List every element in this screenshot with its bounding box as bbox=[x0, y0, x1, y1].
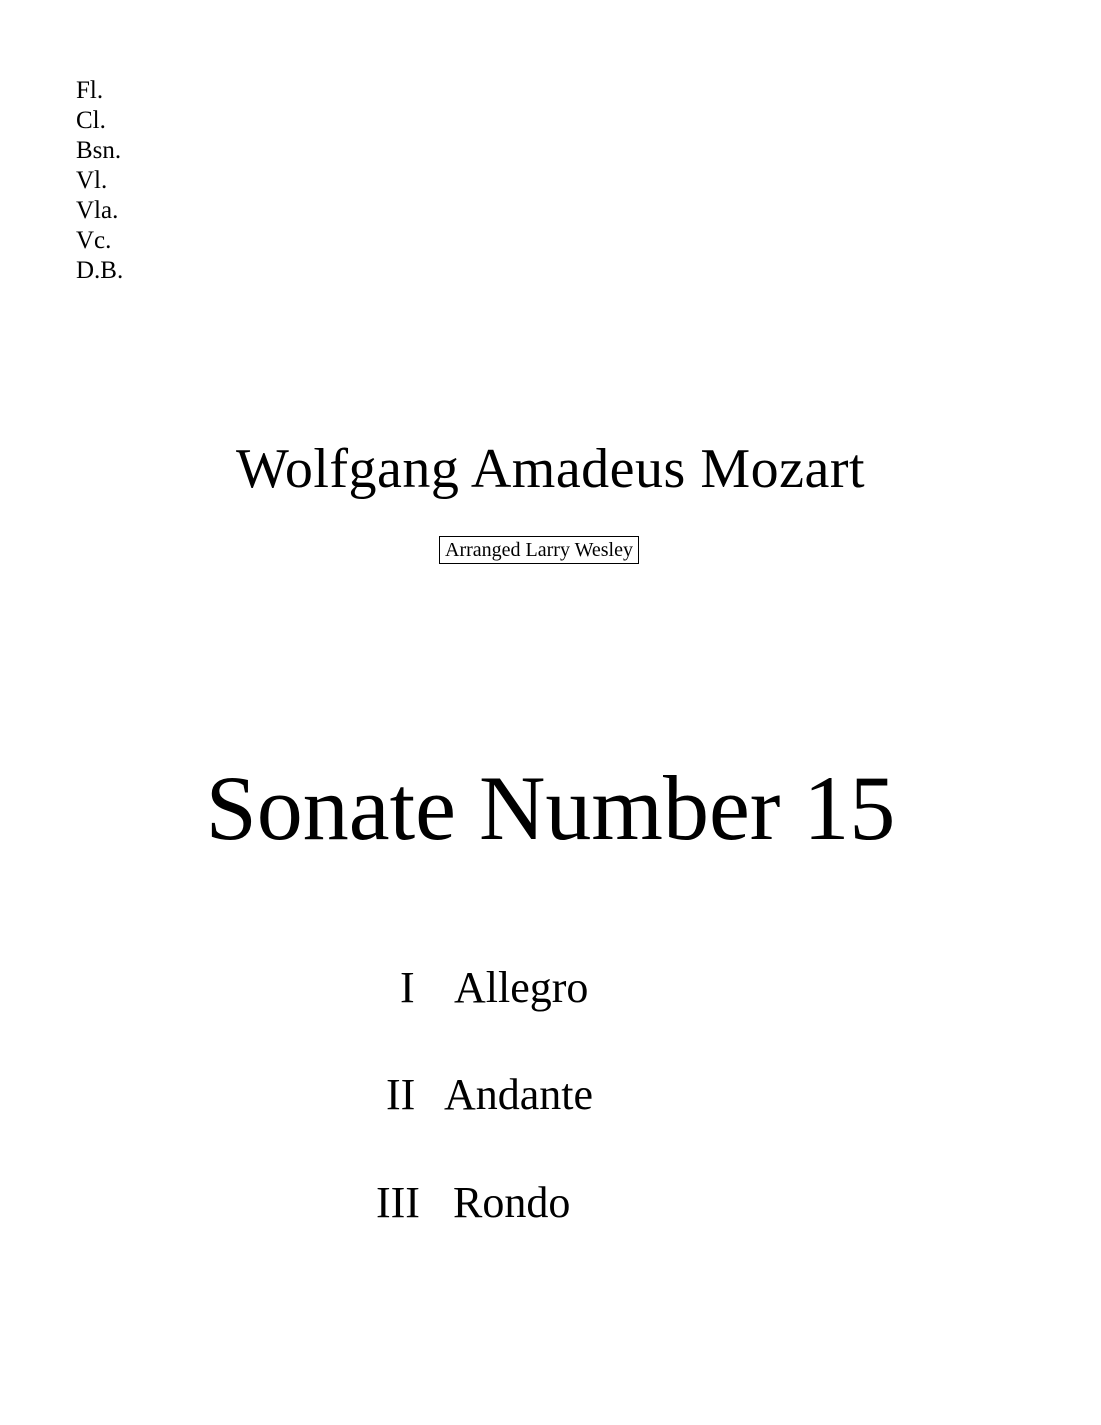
instrument-flute: Fl. bbox=[76, 77, 104, 104]
movement-2-number: II bbox=[386, 1070, 416, 1119]
movement-2-name: Andante bbox=[444, 1070, 594, 1119]
page-title: Sonate Number 15 bbox=[205, 757, 896, 859]
composer-name: Wolfgang Amadeus Mozart bbox=[235, 438, 866, 500]
instrument-viola: Vla. bbox=[76, 197, 119, 224]
instrument-double-bass: D.B. bbox=[76, 257, 124, 284]
movement-3-number: III bbox=[376, 1178, 420, 1227]
movement-2 bbox=[386, 1069, 593, 1121]
instrument-clarinet: Cl. bbox=[76, 107, 106, 134]
movement-3-name: Rondo bbox=[453, 1178, 571, 1227]
movement-1 bbox=[400, 962, 588, 1014]
arranger-container bbox=[0, 536, 1101, 564]
movement-1-number: I bbox=[400, 963, 415, 1012]
instrument-cello: Vc. bbox=[76, 227, 112, 254]
instrument-bassoon: Bsn. bbox=[76, 137, 122, 164]
instrument-list bbox=[76, 76, 123, 286]
instrument-violin: Vl. bbox=[76, 167, 108, 194]
movement-3 bbox=[376, 1177, 570, 1229]
movement-1-name: Allegro bbox=[454, 963, 589, 1012]
arranger-credit: Arranged Larry Wesley bbox=[439, 536, 639, 564]
